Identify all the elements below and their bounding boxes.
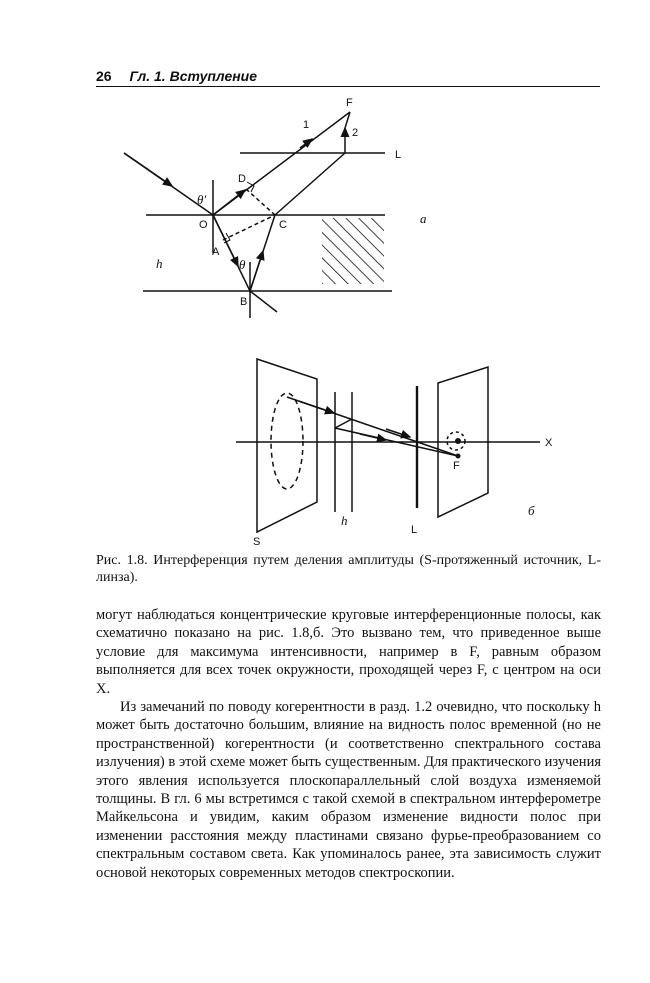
source-circle (271, 393, 303, 489)
paragraph-1: могут наблюдаться концентрические круговые интерференционные полосы, как схематично показано на рис. 1.8,б. Это вызвано тем, что приведенное выше условие для максимума интенсивности, например в F, равным образом выполняется для всех точек окружности, проходящей через F, с центром на оси X. (96, 607, 601, 697)
chapter-title: Гл. 1. Вступление (129, 68, 258, 84)
label-X: X (545, 437, 553, 449)
label-S: S (253, 536, 261, 548)
focal-point-F (455, 438, 461, 444)
label-F: F (346, 97, 353, 109)
panel-label-a: a (420, 211, 427, 226)
transmitted-ray (250, 291, 277, 312)
label-D: D (238, 173, 246, 185)
label-B: B (240, 296, 248, 308)
dashed-DC (246, 189, 275, 215)
figure-b (0, 345, 650, 548)
label-theta: θ (239, 257, 246, 272)
label-L: L (395, 149, 402, 161)
label-C: C (279, 219, 287, 231)
source-plate-S (257, 359, 317, 532)
label-h: h (156, 256, 163, 271)
figure-a (0, 0, 650, 340)
hatched-region (322, 218, 384, 284)
panel-label-b: б (528, 503, 535, 518)
label-ray-2: 2 (352, 127, 359, 139)
label-L-b: L (411, 524, 418, 536)
label-theta-prime: θ′ (197, 192, 207, 207)
dashed-AC (223, 215, 275, 240)
ray-reflected-back (335, 419, 352, 428)
label-F-b: F (453, 460, 460, 472)
body-text (96, 606, 601, 882)
figure-caption: Рис. 1.8. Интерференция путем деления амплитуды (S-протяженный источник, L-линза). (96, 553, 601, 585)
label-O: O (199, 219, 208, 231)
label-A: A (212, 246, 220, 258)
paragraph-2: Из замечаний по поводу когерентности в разд. 1.2 очевидно, что поскольку h может быть достаточно большим, влияние на видность полос временной (но не пространственной) когерентности (и соответственно спектрального состава излучения) в этой схеме может быть существенным. Для практического изучения этого явления используется плоскопараллельный слой воздуха изменяемой толщины. В гл. 6 мы встретимся с такой схемой в спектральном интерферометре Майкельсона и увидим, каким образом изменение видности полос при изменении расстояния между пластинами связано фурье-преобразованием со спектральным составом света. Как упоминалось ранее, эта зависимость служит основой некоторых современных методов спектроскопии. (96, 699, 601, 881)
label-h-b: h (341, 513, 348, 528)
page-number: 26 (96, 68, 112, 84)
label-ray-1: 1 (303, 119, 310, 131)
ray-2 (275, 153, 345, 215)
